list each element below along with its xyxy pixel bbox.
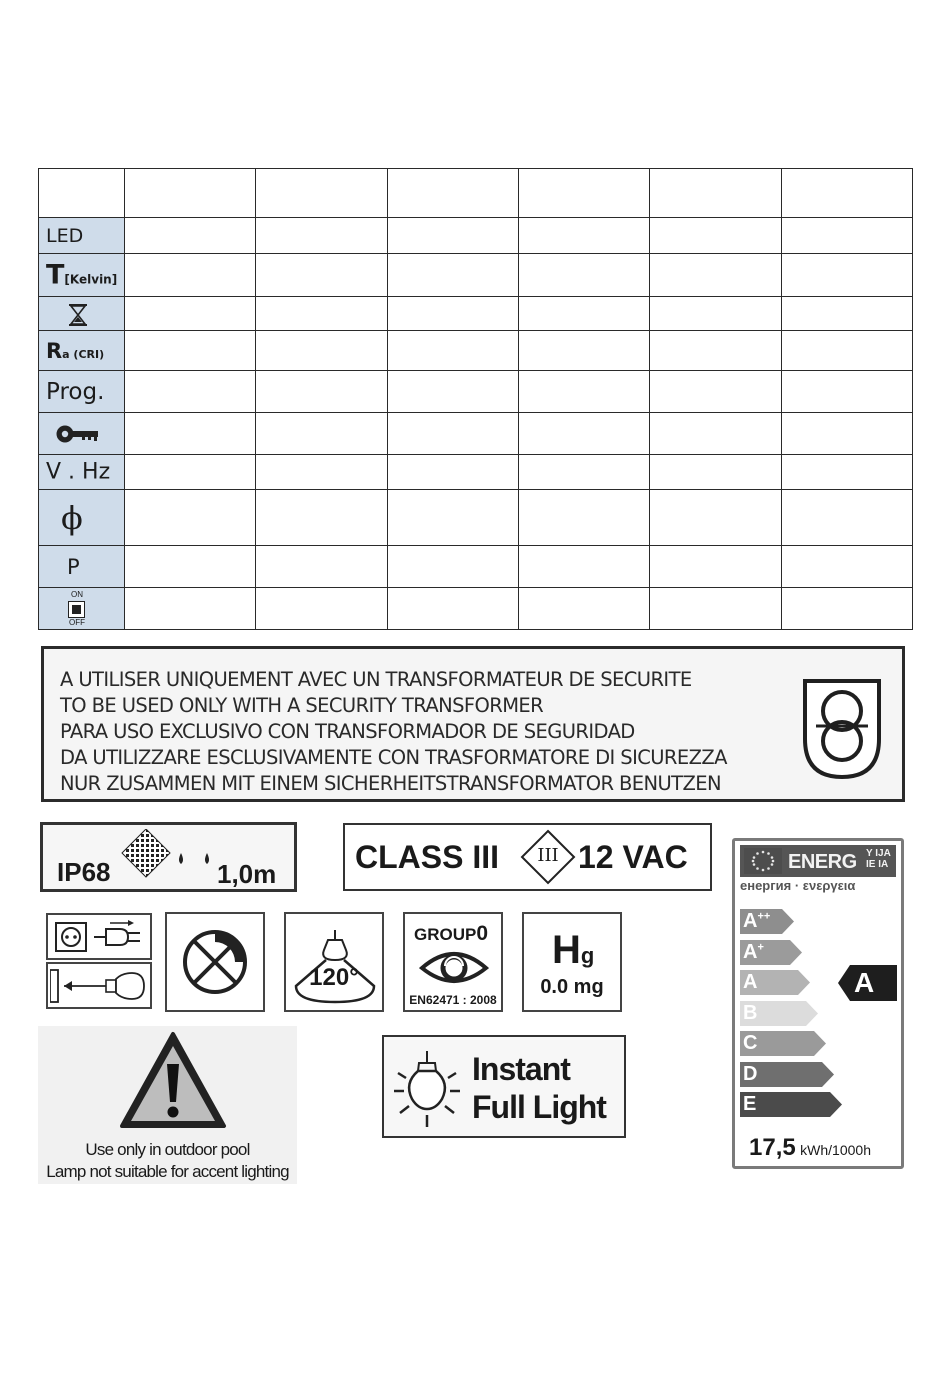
beam-angle-value: 120° [309, 964, 359, 991]
mercury-box [522, 912, 622, 1012]
table-row-power [39, 546, 913, 588]
socket-plug-box [46, 913, 152, 960]
energy-subtitle: енергия · ενεργεια [740, 878, 856, 893]
table-cell [781, 169, 912, 218]
temperature-label: T [46, 259, 65, 291]
table-row-temperature [39, 254, 913, 297]
mercury-value: 0.0 mg [540, 976, 604, 998]
mercury-sub: g [580, 943, 595, 968]
energy-class-bar [740, 940, 802, 965]
hourglass-icon [66, 303, 90, 327]
energy-class-label: A++ [743, 910, 771, 932]
table-cell [256, 169, 387, 218]
table-row-onoff [39, 588, 913, 630]
caution-line-2: Lamp not suitable for accent lighting [46, 1162, 289, 1181]
table-row-key [39, 413, 913, 455]
luminous-flux-label: ϕ [61, 498, 83, 537]
row-label-voltage [39, 455, 125, 490]
row-label-cri [39, 331, 125, 371]
eu-flag-icon [744, 848, 782, 874]
energy-class-bar [740, 1062, 834, 1087]
row-label-key [39, 413, 125, 455]
energy-class-bar [740, 909, 794, 934]
table-row-flux [39, 490, 913, 546]
beam-angle-icon [292, 920, 378, 1006]
table-row-prog [39, 371, 913, 413]
table-row-lifetime [39, 297, 913, 331]
instant-line-1: Instant [472, 1051, 570, 1087]
warning-line-de: NUR ZUSAMMEN MIT EINEM SICHERHEITSTRANSFORMATOR BENUTZEN [60, 772, 721, 795]
power-label: P [67, 554, 80, 579]
socket-plug-icon [54, 919, 146, 955]
instant-full-light-box [382, 1035, 626, 1138]
on-off-switch-icon [65, 591, 89, 627]
no-dimmer-icon [179, 926, 251, 998]
spec-table [38, 168, 913, 630]
kelvin-label: [Kelvin] [64, 272, 118, 287]
consumption-value: 17,5 [749, 1134, 796, 1161]
energy-class-bars [740, 909, 850, 1124]
row-label-flux [39, 490, 125, 546]
warning-line-fr: A UTILISER UNIQUEMENT AVEC UN TRANSFORMATEUR DE SECURITE [60, 668, 692, 691]
energy-class-label: A [743, 971, 758, 993]
caution-line-1: Use only in outdoor pool [85, 1140, 250, 1159]
row-label-led [39, 218, 125, 254]
selected-class-letter: A [854, 967, 875, 998]
off-label: OFF [69, 618, 85, 627]
caution-panel [38, 1026, 297, 1184]
row-label-lifetime [39, 297, 125, 331]
class-label: CLASS III [355, 839, 500, 875]
table-cell [39, 169, 125, 218]
light-bulb-icon [392, 1051, 462, 1129]
energy-class-label: D [743, 1062, 758, 1085]
photobiological-box [403, 912, 503, 1012]
table-row-voltage [39, 455, 913, 490]
table-header-row [39, 169, 913, 218]
prog-label: Prog. [46, 378, 105, 405]
energy-title-suffix-bottom: IE IA [866, 859, 889, 870]
voltage-label: 12 VAC [578, 839, 688, 875]
energy-class-label: E [743, 1093, 757, 1115]
energy-class-label: C [743, 1032, 758, 1054]
on-label: ON [71, 590, 83, 599]
mercury-symbol: H [552, 928, 581, 972]
energy-class-bar [740, 970, 810, 995]
no-dimmer-box [165, 912, 265, 1012]
cri-sub-label: a (CRI) [62, 347, 105, 361]
table-cell [387, 169, 518, 218]
class-iii-box [343, 823, 712, 891]
row-label-power [39, 546, 125, 588]
energy-title-suffix-top: Y IJA [866, 848, 891, 859]
cri-label: R [46, 338, 63, 363]
energy-label [732, 838, 904, 1169]
warning-line-it: DA UTILIZZARE ESCLUSIVAMENTE CON TRASFORMATORE DI SICUREZZA [60, 746, 727, 769]
instant-line-2: Full Light [472, 1089, 606, 1125]
safety-transformer-icon [801, 677, 883, 781]
bulb-replacement-box [46, 962, 152, 1009]
consumption-unit: kWh/1000h [800, 1142, 871, 1158]
row-label-prog [39, 371, 125, 413]
energy-title: ENERG [788, 851, 857, 873]
energy-class-bar [740, 1001, 818, 1026]
row-label-temperature [39, 254, 125, 297]
table-cell [650, 169, 781, 218]
row-label-onoff [39, 588, 125, 630]
ip-code: IP68 [57, 857, 111, 887]
lamp-bulb-icon [50, 968, 148, 1004]
warning-line-en: TO BE USED ONLY WITH A SECURITY TRANSFORMER [60, 694, 544, 717]
table-row-led [39, 218, 913, 254]
energy-class-bar [740, 1031, 826, 1056]
dust-and-water-drops-icon [121, 829, 221, 879]
energy-class-label: A+ [743, 940, 764, 963]
key-icon [55, 423, 101, 445]
selected-class-arrow [838, 965, 897, 1001]
class-symbol: III [537, 845, 559, 866]
group-number: 0 [476, 922, 489, 945]
warning-line-es: PARA USO EXCLUSIVO CON TRANSFORMADOR DE SEGURIDAD [60, 720, 635, 743]
norm-label: EN62471 : 2008 [409, 993, 497, 1007]
voltage-frequency-label: V . Hz [46, 459, 111, 485]
transformer-warning-box [41, 646, 905, 802]
energy-class-label: B [743, 1001, 758, 1024]
transformer-warning-text [60, 667, 727, 797]
led-label: LED [46, 224, 84, 247]
group-label: GROUP [414, 925, 477, 944]
ip-depth: 1,0m [217, 859, 277, 889]
beam-angle-box [284, 912, 384, 1012]
table-cell [518, 169, 649, 218]
energy-class-bar [740, 1092, 842, 1117]
warning-triangle-icon [118, 1030, 228, 1130]
table-cell [125, 169, 256, 218]
table-row-cri [39, 331, 913, 371]
ip-rating-box [40, 822, 297, 892]
eye-icon [419, 946, 489, 986]
